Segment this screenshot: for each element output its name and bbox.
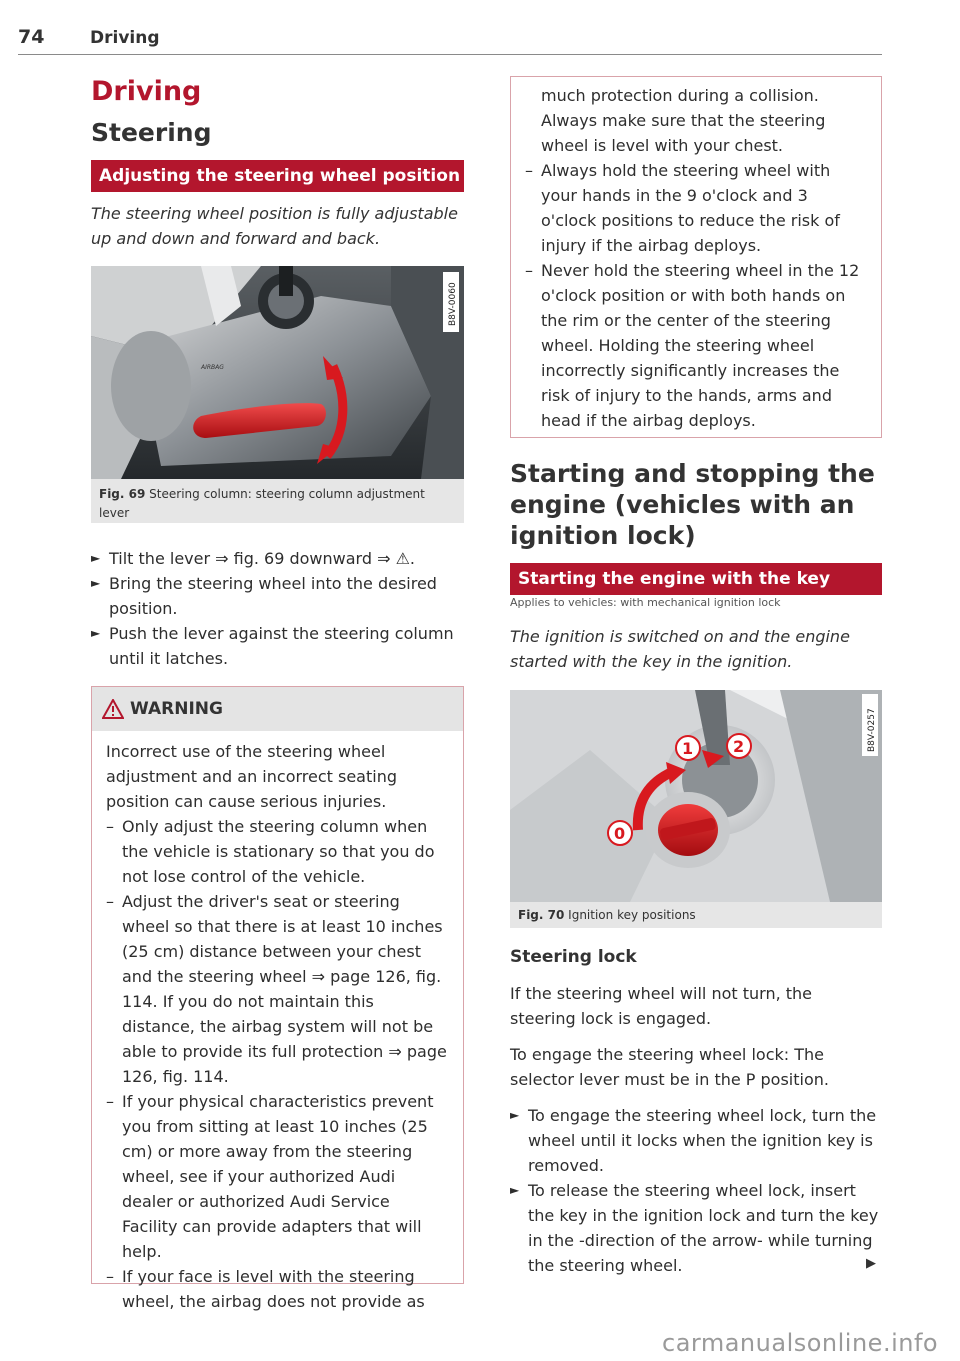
list-item: ► Bring the steering wheel into the desired position.	[91, 571, 466, 621]
warning-box	[91, 686, 464, 1311]
intro-starting: The ignition is switched on and the engine started with the key in the ignition.	[510, 627, 850, 671]
warning-list	[106, 814, 449, 1314]
bullet-arrow-icon: ►	[91, 551, 101, 565]
chapter-title: Driving	[91, 76, 202, 107]
list-item: ► Tilt the lever ⇒ fig. 69 downward ⇒ ⚠.	[91, 546, 466, 571]
bullet-arrow-icon: ►	[510, 1183, 520, 1197]
svg-text:1: 1	[682, 739, 694, 758]
warning-title: WARNING	[130, 699, 223, 719]
page-number: 74	[18, 26, 45, 48]
warning-continued-list	[525, 158, 867, 433]
warning-header	[92, 687, 463, 731]
paragraph-selector-lever: To engage the steering wheel lock: The selector lever must be in the P position.	[510, 1045, 829, 1089]
steering-lock-steps	[510, 1103, 882, 1278]
list-item: ► To release the steering wheel lock, insert the key in the ignition lock and turn the key in the -direction of the arrow- while turning the steering wheel.	[510, 1178, 882, 1278]
running-section-title: Driving	[90, 28, 160, 48]
airbag-embossing: AIRBAG	[201, 364, 224, 371]
paragraph-steering-lock: If the steering wheel will not turn, the steering lock is engaged.	[510, 984, 813, 1028]
adjust-steps-list	[91, 546, 466, 671]
continue-arrow-icon: ▶	[866, 1256, 876, 1271]
ignition-key-illustration	[510, 690, 882, 902]
page-header	[18, 24, 882, 55]
bullet-arrow-icon: ►	[91, 576, 101, 590]
figure-69-image	[91, 266, 464, 479]
figure-70-label: Fig. 70	[518, 908, 565, 922]
warning-continued-text: much protection during a collision. Always make sure that the steering wheel is level with your chest.	[541, 86, 826, 155]
figure-70-caption-text: Ignition key positions	[568, 908, 696, 922]
site-watermark: carmanualsonline.info	[662, 1329, 939, 1357]
list-item: – Only adjust the steering column when the vehicle is stationary so that you do not lose control of the vehicle.	[106, 817, 435, 886]
svg-text:2: 2	[733, 737, 745, 756]
bullet-arrow-icon: ►	[91, 626, 101, 640]
figure-69-caption	[91, 479, 464, 523]
section-heading-steering: Steering	[91, 118, 212, 147]
svg-text:0: 0	[614, 824, 626, 843]
figure-69-caption-text: Steering column: steering column adjustment lever	[99, 487, 425, 520]
figure-70-image	[510, 690, 882, 902]
bullet-arrow-icon: ►	[510, 1108, 520, 1122]
list-item: – Adjust the driver's seat or steering wheel so that there is at least 10 inches (25 cm) distance between your chest and the steering wheel ⇒ page 126, fig. 114. If you do not maintain this distance, the airbag system will not be able to provide its full protection ⇒ page 126, fig. 114.	[106, 892, 447, 1086]
list-item: ► To engage the steering wheel lock, turn the wheel until it locks when the ignition key is removed.	[510, 1103, 882, 1178]
figure-70-caption	[510, 902, 882, 928]
figure-70-code: B8V-0257	[867, 708, 877, 752]
warning-triangle-icon	[102, 699, 124, 719]
figure-69-label: Fig. 69	[99, 487, 146, 501]
list-item: – If your face is level with the steering wheel, the airbag does not provide as	[106, 1267, 425, 1311]
list-item: – Always hold the steering wheel with your hands in the 9 o'clock and 3 o'clock positions to reduce the risk of injury if the airbag deploys.	[525, 161, 840, 255]
list-item: – If your physical characteristics prevent you from sitting at least 10 inches (25 cm) or more away from the steering wheel, see if your authorized Audi dealer or authorized Audi Service Facility can provide adapters that will help.	[106, 1092, 434, 1261]
steering-column-illustration	[91, 266, 464, 479]
figure-69-code: B8V-0060	[448, 282, 458, 326]
warning-body	[92, 731, 463, 1314]
intro-adjusting: The steering wheel position is fully adjustable up and down and forward and back.	[91, 204, 458, 248]
section-heading-starting: Starting and stopping the engine (vehicles with an ignition lock)	[510, 459, 875, 550]
warning-intro: Incorrect use of the steering wheel adjustment and an incorrect seating position can cause serious injuries.	[106, 742, 397, 811]
applies-to-note: Applies to vehicles: with mechanical ignition lock	[510, 596, 781, 609]
list-item: – Never hold the steering wheel in the 12 o'clock position or with both hands on the rim or the center of the steering wheel. Holding the steering wheel incorrectly significantly increases the risk of injury to the hands, arms and head if the airbag deploys.	[525, 261, 860, 430]
topic-bar-adjusting: Adjusting the steering wheel position	[91, 160, 464, 192]
list-item: ► Push the lever against the steering column until it latches.	[91, 621, 466, 671]
warning-box-continued	[510, 76, 882, 438]
topic-bar-starting: Starting the engine with the key	[510, 563, 882, 595]
subheading-steering-lock: Steering lock	[510, 947, 637, 967]
